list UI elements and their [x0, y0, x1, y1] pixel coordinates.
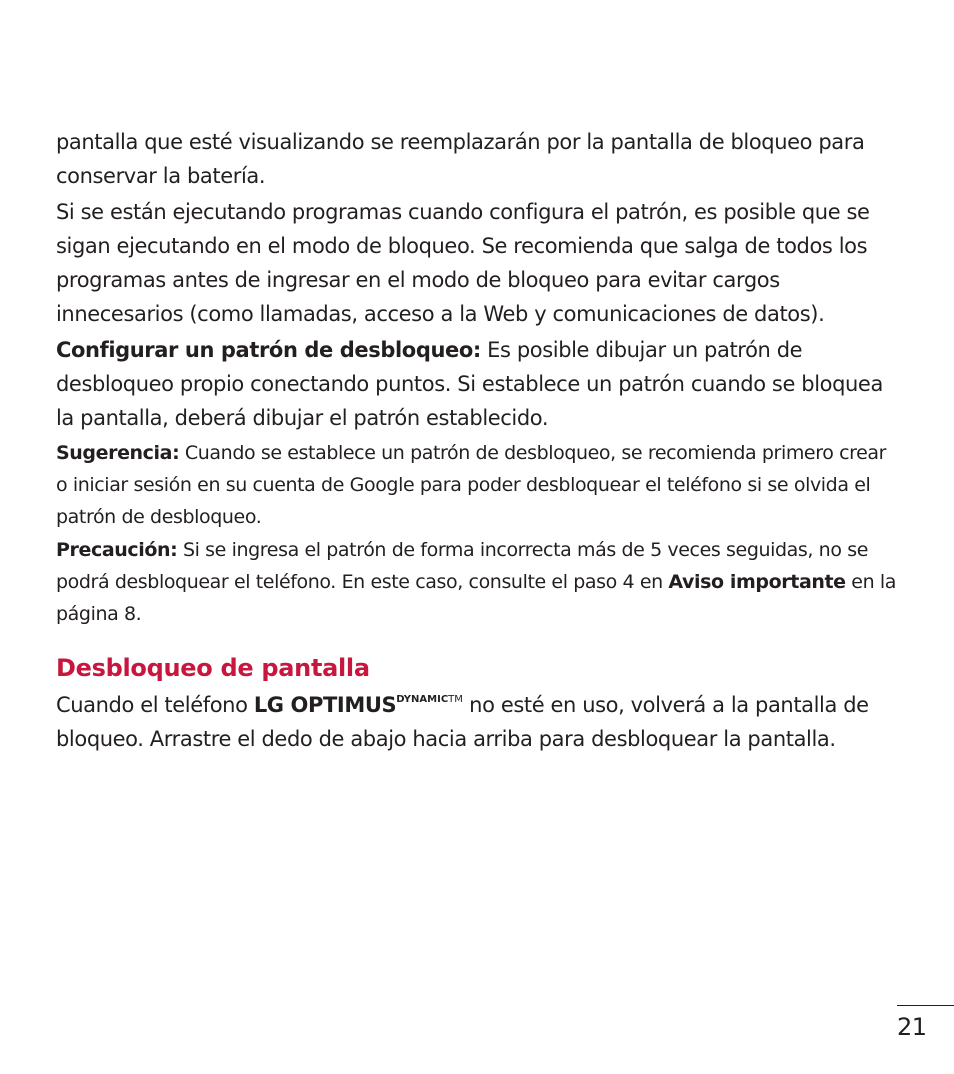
- caution-text-before: Si se ingresa el patrón de forma incorrecta más de 5 veces seguidas, no se podrá desbloquear el teléfono. En este caso, consulte el paso 4 en: [56, 539, 868, 593]
- paragraph-battery: [56, 125, 896, 193]
- section-text-after: no esté en uso, volverá a la pantalla de bloqueo. Arrastre el dedo de abajo hacia arriba para desbloquear la pantalla.: [56, 693, 869, 751]
- unlock-pattern-text: Es posible dibujar un patrón de desbloqueo propio conectando puntos. Si establece un patrón cuando se bloquea la pantalla, deberá dibujar el patrón establecido.: [56, 338, 883, 430]
- section-heading: Desbloqueo de pantalla: [56, 654, 370, 682]
- caution-text-after: en la página 8.: [56, 571, 897, 625]
- product-name: LG OPTIMUS: [253, 693, 397, 717]
- tip-text: Cuando se establece un patrón de desbloqueo, se recomienda primero crear o iniciar sesión en su cuenta de Google para poder desbloquear el teléfono si se olvida el patrón de desbloqueo.: [56, 442, 887, 528]
- section-text-before: Cuando el teléfono: [56, 693, 254, 717]
- unlock-pattern-label: Configurar un patrón de desbloqueo:: [56, 338, 481, 362]
- tip-label: Sugerencia:: [56, 442, 180, 464]
- tip-note: [56, 437, 896, 533]
- footer-divider: [897, 1005, 954, 1006]
- paragraph-programs-text: Si se están ejecutando programas cuando configura el patrón, es posible que se sigan ejecutando en el modo de bloqueo. Se recomienda que salga de todos los programas antes de ingresar en el modo de bloqueo para evitar cargos innecesarios (como llamadas, acceso a la Web y comunicaciones de datos).: [56, 200, 870, 326]
- page-content: [56, 125, 896, 758]
- trademark-symbol: TM: [448, 694, 463, 705]
- paragraph-battery-text: pantalla que esté visualizando se reemplazarán por la pantalla de bloqueo para conservar la batería.: [56, 130, 865, 188]
- paragraph-unlock-pattern: [56, 333, 896, 435]
- caution-note: [56, 534, 896, 630]
- paragraph-programs: [56, 195, 896, 331]
- product-superscript: DYNAMIC: [396, 694, 449, 705]
- caution-label: Precaución:: [56, 539, 178, 561]
- page-number: 21: [897, 1013, 927, 1041]
- section-paragraph: [56, 688, 896, 756]
- important-notice-reference: Aviso importante: [668, 571, 846, 593]
